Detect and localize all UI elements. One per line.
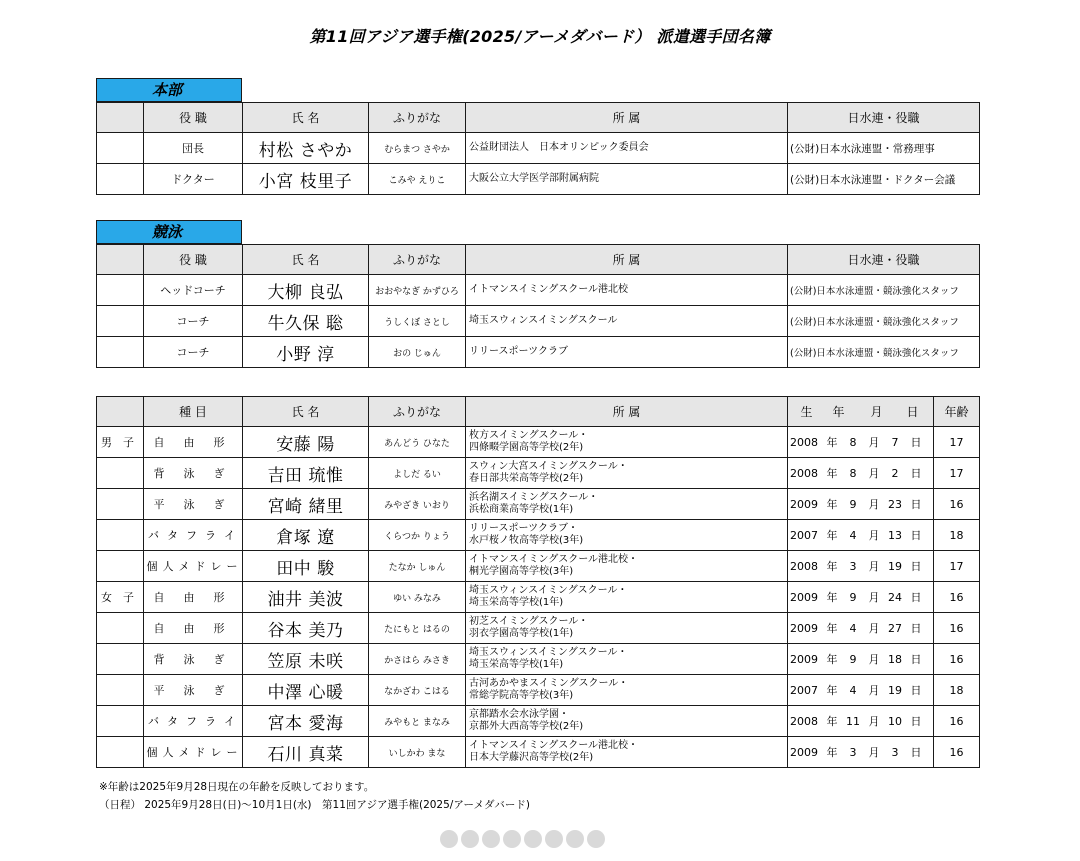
name-cell: 小野 淳 [243, 337, 369, 368]
name-cell: 小宮 枝里子 [243, 164, 369, 195]
kyoei-staff-table [96, 244, 980, 368]
athletes-table [96, 396, 980, 768]
birthdate-cell: 2008 年 3 月 19 日 [788, 551, 934, 582]
affiliation-cell: 古河あかやまスイミングスクール・ 常総学院高等学校(3年) [466, 675, 788, 706]
affiliation-cell: イトマンスイミングスクール港北校 [466, 275, 788, 306]
name-cell: 村松 さやか [243, 133, 369, 164]
header-role: 役 職 [144, 245, 243, 275]
name-cell: 吉田 琉惟 [243, 458, 369, 489]
gender-cell [97, 644, 144, 675]
athlete-row [97, 582, 980, 613]
affiliation-cell: 公益財団法人 日本オリンピック委員会 [466, 133, 788, 164]
header-name: 氏 名 [243, 245, 369, 275]
header-name: 氏 名 [243, 397, 369, 427]
blank-cell [97, 306, 144, 337]
event-cell: 背 泳 ぎ [144, 458, 243, 489]
name-cell: 宮崎 緒里 [243, 489, 369, 520]
header-name: 氏 名 [243, 103, 369, 133]
header-federation-role: 日水連・役職 [788, 245, 980, 275]
affiliation-cell: リリースポーツクラブ・ 水戸桜ノ牧高等学校(3年) [466, 520, 788, 551]
kana-cell: たなか しゅん [369, 551, 466, 582]
birthdate-cell: 2009 年 3 月 3 日 [788, 737, 934, 768]
header-kana: ふりがな [369, 245, 466, 275]
birthdate-cell: 2009 年 4 月 27 日 [788, 613, 934, 644]
birthdate-cell: 2009 年 9 月 24 日 [788, 582, 934, 613]
kana-cell: たにもと はるの [369, 613, 466, 644]
table-row [97, 164, 980, 195]
affiliation-cell: 浜名湖スイミングスクール・ 浜松商業高等学校(1年) [466, 489, 788, 520]
table-header-row [97, 397, 980, 427]
event-cell: 背 泳 ぎ [144, 644, 243, 675]
name-cell: 油井 美波 [243, 582, 369, 613]
affiliation-cell: 埼玉スウィンスイミングスクール・ 埼玉栄高等学校(1年) [466, 582, 788, 613]
athlete-row [97, 520, 980, 551]
gender-cell: 女 子 [97, 582, 144, 613]
name-cell: 笠原 未咲 [243, 644, 369, 675]
event-cell: 自 由 形 [144, 613, 243, 644]
event-cell: 平 泳 ぎ [144, 489, 243, 520]
kana-cell: あんどう ひなた [369, 427, 466, 458]
event-cell: 平 泳 ぎ [144, 675, 243, 706]
kana-cell: おおやなぎ かずひろ [369, 275, 466, 306]
affiliation-cell: スウィン大宮スイミングスクール・ 春日部共栄高等学校(2年) [466, 458, 788, 489]
athlete-row [97, 458, 980, 489]
kana-cell: くらつか りょう [369, 520, 466, 551]
athlete-row [97, 613, 980, 644]
affiliation-cell: イトマンスイミングスクール港北校・ 桐光学園高等学校(3年) [466, 551, 788, 582]
name-cell: 倉塚 遼 [243, 520, 369, 551]
age-cell: 16 [934, 489, 980, 520]
table-row [97, 306, 980, 337]
header-role: 役 職 [144, 103, 243, 133]
event-cell: バ タ フ ラ イ [144, 520, 243, 551]
honbu-table [96, 102, 980, 195]
header-age: 年齢 [934, 397, 980, 427]
gender-cell [97, 458, 144, 489]
event-cell: 自 由 形 [144, 582, 243, 613]
kana-cell: みやもと まなみ [369, 706, 466, 737]
gender-cell: 男 子 [97, 427, 144, 458]
name-cell: 谷本 美乃 [243, 613, 369, 644]
age-cell: 16 [934, 737, 980, 768]
header-kana: ふりがな [369, 103, 466, 133]
age-cell: 16 [934, 613, 980, 644]
kana-cell: いしかわ まな [369, 737, 466, 768]
table-row [97, 337, 980, 368]
affiliation-cell: イトマンスイミングスクール港北校・ 日本大学藤沢高等学校(2年) [466, 737, 788, 768]
age-cell: 18 [934, 520, 980, 551]
age-cell: 17 [934, 551, 980, 582]
kana-cell: うしくぼ さとし [369, 306, 466, 337]
kana-cell: おの じゅん [369, 337, 466, 368]
age-cell: 18 [934, 675, 980, 706]
kana-cell: なかざわ こはる [369, 675, 466, 706]
header-affiliation: 所 属 [466, 397, 788, 427]
birthdate-cell: 2009 年 9 月 23 日 [788, 489, 934, 520]
age-cell: 17 [934, 458, 980, 489]
kana-cell: よしだ るい [369, 458, 466, 489]
affiliation-cell: 埼玉スウィンスイミングスクール・ 埼玉栄高等学校(1年) [466, 644, 788, 675]
header-event: 種 目 [144, 397, 243, 427]
federation-role-cell: (公財)日本水泳連盟・競泳強化スタッフ [788, 306, 980, 337]
role-cell: コーチ [144, 337, 243, 368]
name-cell: 石川 真菜 [243, 737, 369, 768]
name-cell: 宮本 愛海 [243, 706, 369, 737]
role-cell: コーチ [144, 306, 243, 337]
age-cell: 16 [934, 706, 980, 737]
page-title: 第11回アジア選手権(2025/アーメダバード） 派遣選手団名簿 [309, 27, 771, 46]
gender-cell [97, 706, 144, 737]
table-row [97, 275, 980, 306]
federation-role-cell: (公財)日本水泳連盟・ドクター会議 [788, 164, 980, 195]
affiliation-cell: 初芝スイミングスクール・ 羽衣学園高等学校(1年) [466, 613, 788, 644]
federation-role-cell: (公財)日本水泳連盟・競泳強化スタッフ [788, 337, 980, 368]
name-cell: 田中 駿 [243, 551, 369, 582]
athlete-row [97, 737, 980, 768]
role-cell: ドクター [144, 164, 243, 195]
birthdate-cell: 2008 年 8 月 7 日 [788, 427, 934, 458]
age-note: ※年齢は2025年9月28日現在の年齢を反映しております。 [99, 781, 375, 793]
gender-cell [97, 613, 144, 644]
kana-cell: こみや えりこ [369, 164, 466, 195]
birthdate-cell: 2008 年 8 月 2 日 [788, 458, 934, 489]
gender-cell [97, 520, 144, 551]
gender-cell [97, 551, 144, 582]
header-kana: ふりがな [369, 397, 466, 427]
birthdate-cell: 2007 年 4 月 19 日 [788, 675, 934, 706]
athlete-row [97, 706, 980, 737]
schedule-note: （日程） 2025年9月28日(日)～10月1日(水) 第11回アジア選手権(2025/アーメダバード) [99, 799, 530, 811]
blank-cell [97, 133, 144, 164]
affiliation-cell: 大阪公立大学医学部附属病院 [466, 164, 788, 195]
gender-cell [97, 675, 144, 706]
athlete-row [97, 427, 980, 458]
birthdate-cell: 2008 年 11 月 10 日 [788, 706, 934, 737]
birthdate-cell: 2009 年 9 月 18 日 [788, 644, 934, 675]
federation-role-cell: (公財)日本水泳連盟・常務理事 [788, 133, 980, 164]
athlete-row [97, 675, 980, 706]
watermark-dots [440, 830, 640, 852]
athlete-row [97, 551, 980, 582]
kana-cell: むらまつ さやか [369, 133, 466, 164]
kana-cell: みやざき いおり [369, 489, 466, 520]
event-cell: 自 由 形 [144, 427, 243, 458]
role-cell: 団長 [144, 133, 243, 164]
athlete-row [97, 489, 980, 520]
age-cell: 16 [934, 644, 980, 675]
age-cell: 16 [934, 582, 980, 613]
blank-cell [97, 337, 144, 368]
gender-cell [97, 489, 144, 520]
table-row [97, 133, 980, 164]
event-cell: 個 人 メ ド レ ー [144, 551, 243, 582]
affiliation-cell: リリースポーツクラブ [466, 337, 788, 368]
affiliation-cell: 埼玉スウィンスイミングスクール [466, 306, 788, 337]
name-cell: 安藤 陽 [243, 427, 369, 458]
event-cell: 個 人 メ ド レ ー [144, 737, 243, 768]
header-federation-role: 日水連・役職 [788, 103, 980, 133]
blank-cell [97, 275, 144, 306]
affiliation-cell: 枚方スイミングスクール・ 四條畷学園高等学校(2年) [466, 427, 788, 458]
section-label-kyoei: 競泳 [96, 220, 242, 244]
section-label-honbu: 本部 [96, 78, 242, 102]
kana-cell: ゆい みなみ [369, 582, 466, 613]
table-header-row [97, 245, 980, 275]
kana-cell: かさはら みさき [369, 644, 466, 675]
blank-cell [97, 164, 144, 195]
age-cell: 17 [934, 427, 980, 458]
federation-role-cell: (公財)日本水泳連盟・競泳強化スタッフ [788, 275, 980, 306]
birthdate-cell: 2007 年 4 月 13 日 [788, 520, 934, 551]
role-cell: ヘッドコーチ [144, 275, 243, 306]
affiliation-cell: 京都踏水会水泳学園・ 京都外大西高等学校(2年) [466, 706, 788, 737]
header-affiliation: 所 属 [466, 245, 788, 275]
name-cell: 中澤 心暖 [243, 675, 369, 706]
header-affiliation: 所 属 [466, 103, 788, 133]
name-cell: 牛久保 聡 [243, 306, 369, 337]
gender-cell [97, 737, 144, 768]
athlete-row [97, 644, 980, 675]
event-cell: バ タ フ ラ イ [144, 706, 243, 737]
name-cell: 大柳 良弘 [243, 275, 369, 306]
table-header-row [97, 103, 980, 133]
header-birthdate: 生 年 月 日 [788, 397, 934, 427]
